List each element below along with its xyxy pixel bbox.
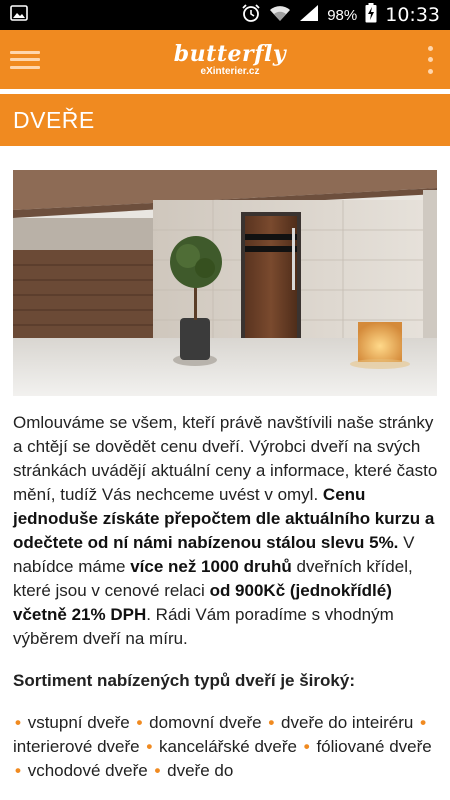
price-info-bold: Cenu jednoduše získáte přepočtem dle aktuálního kurzu a odečtete od ní námi nabízenou stálou slevu 5%. bbox=[13, 485, 435, 552]
door-type-item: kancelářské dveře bbox=[159, 737, 298, 756]
signal-icon bbox=[299, 4, 319, 26]
battery-percent: 98% bbox=[327, 6, 358, 24]
intro-paragraph bbox=[13, 411, 439, 651]
app-bar bbox=[0, 30, 450, 89]
bullet-icon: • bbox=[303, 737, 310, 756]
bullet-icon: • bbox=[154, 761, 161, 780]
bullet-icon: • bbox=[420, 713, 427, 732]
bullet-icon: • bbox=[15, 713, 21, 732]
article-body bbox=[13, 411, 439, 783]
door-type-item: vstupní dveře bbox=[27, 713, 130, 732]
bullet-icon: • bbox=[136, 713, 143, 732]
price-range-text: dveřních křídel, které jsou v cenové relaci bbox=[13, 557, 413, 600]
price-from-bold: od 900Kč (jednokřídlé) včetně 21% DPH bbox=[13, 581, 392, 624]
bullet-icon: • bbox=[15, 761, 21, 780]
door-photo bbox=[13, 170, 437, 396]
door-type-item: dveře do bbox=[167, 761, 234, 780]
page-title: DVEŘE bbox=[13, 106, 95, 133]
alarm-icon bbox=[241, 3, 261, 27]
offer-text: V nabídce máme bbox=[13, 533, 415, 576]
door-types-list bbox=[13, 711, 439, 783]
bullet-icon: • bbox=[146, 737, 153, 756]
intro-text: Omlouváme se všem, kteří právě navštívili naše stránky a chtějí se dovědět cenu dveří. Výrobci dveří na svých stránkách uvádějí aktuální ceny a informace, které často mění, tudíž Vás nechceme uvést v omyl. bbox=[13, 413, 438, 504]
overflow-menu-icon[interactable] bbox=[420, 46, 440, 74]
clock: 10:33 bbox=[385, 4, 440, 26]
door-type-item: domovní dveře bbox=[149, 713, 262, 732]
battery-charging-icon bbox=[365, 3, 377, 27]
logo[interactable] bbox=[173, 40, 287, 77]
assortment-heading: Sortiment nabízených typů dveří je široký: bbox=[13, 671, 355, 690]
door-type-item: dveře do inteiréru bbox=[281, 713, 414, 732]
advice-text: . Rádi Vám poradíme s vhodným výběrem dveří na míru. bbox=[13, 605, 394, 648]
offer-count-bold: více než 1000 druhů bbox=[130, 557, 292, 576]
wifi-icon bbox=[269, 4, 291, 26]
logo-subtext: eXinterier.cz bbox=[200, 65, 260, 77]
door-type-item: interierové dveře bbox=[13, 737, 140, 756]
gallery-notification-icon bbox=[10, 5, 28, 26]
door-type-item: fóliované dveře bbox=[316, 737, 432, 756]
logo-text: butterfly bbox=[173, 40, 287, 67]
door-type-item: vchodové dveře bbox=[27, 761, 148, 780]
bullet-icon: • bbox=[268, 713, 275, 732]
page-title-bar bbox=[0, 94, 450, 146]
menu-icon[interactable] bbox=[10, 48, 40, 72]
status-bar bbox=[0, 0, 450, 30]
